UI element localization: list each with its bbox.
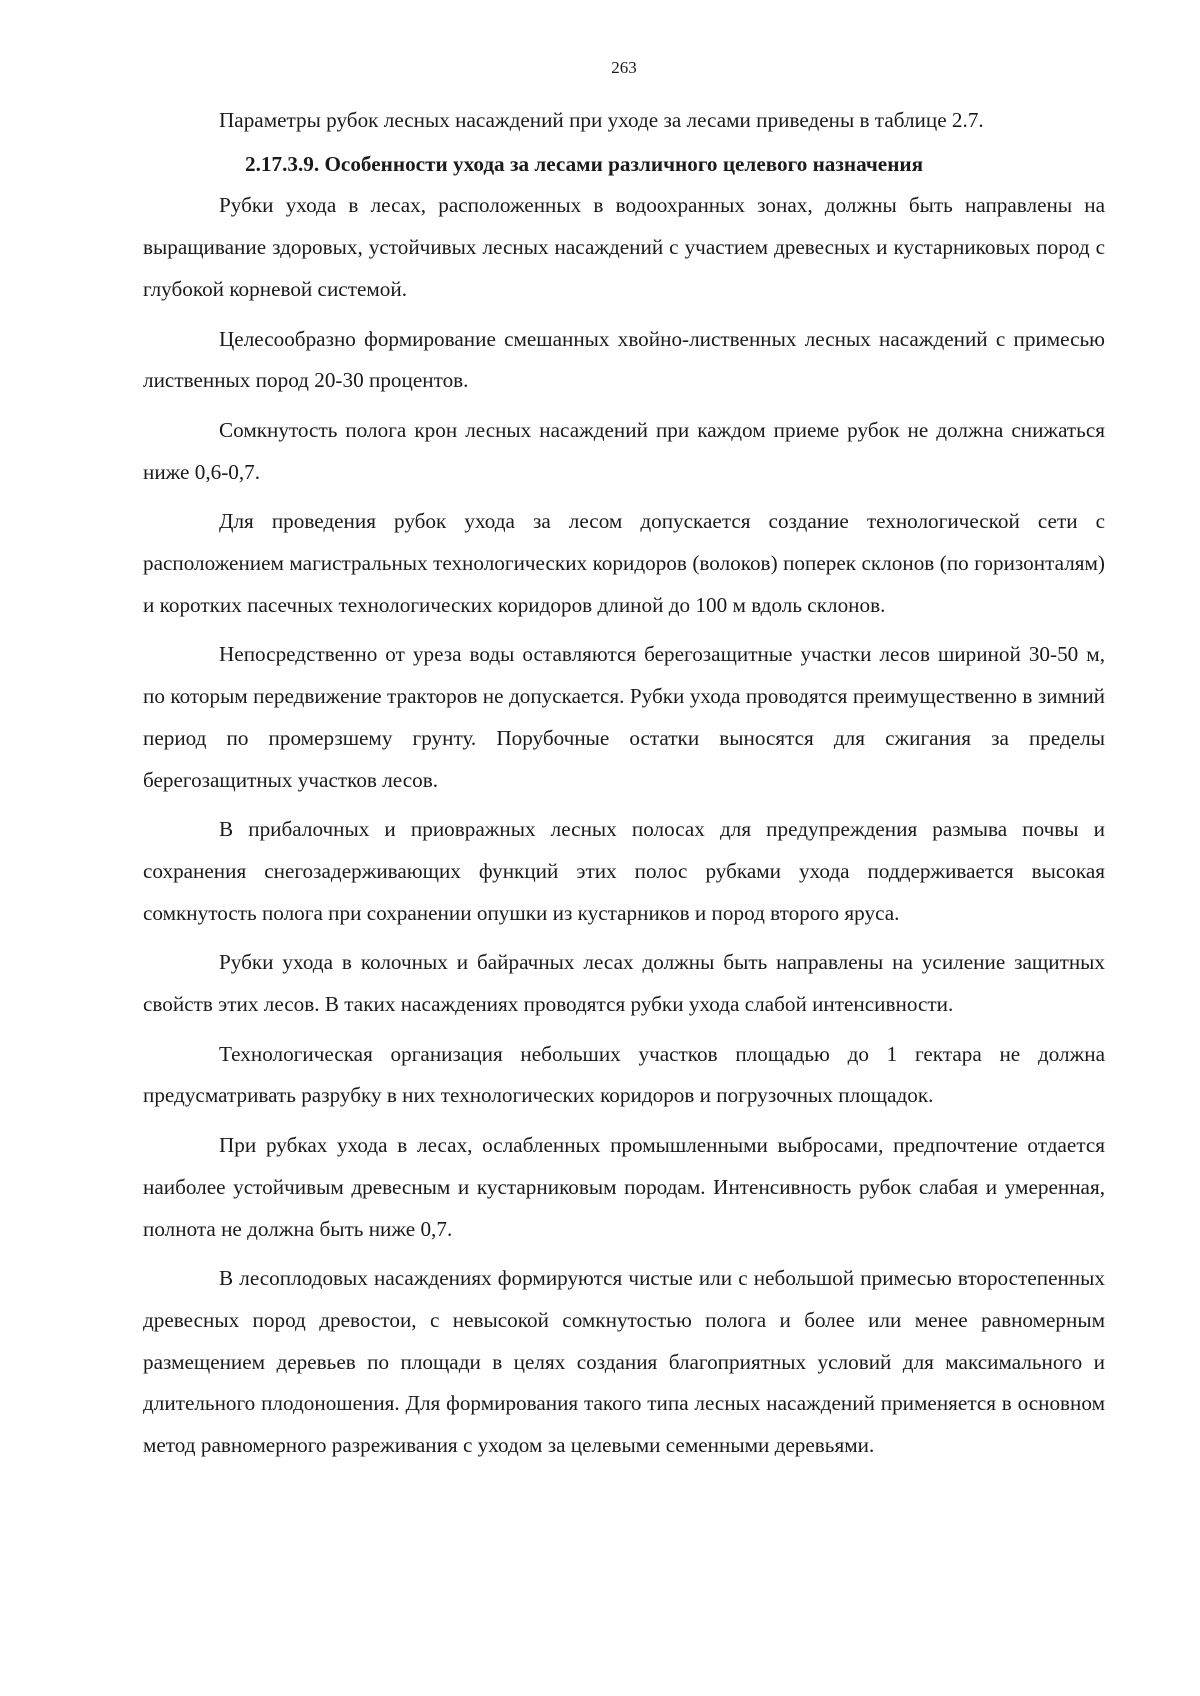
- paragraph: В лесоплодовых насаждениях формируются чистые или с небольшой примесью второстепенных древесных пород древостои, с невысокой сомкнутостью полога и более или менее равномерным размещением деревьев по площади в целях создания благоприятных условий для максимального и длительного плодоношения. Для формирования такого типа лесных насаждений применяется в основном метод равномерного разреживания с уходом за целевыми семенными деревьями.: [143, 1266, 1105, 1458]
- paragraph-gap: [143, 1250, 1105, 1258]
- intro-paragraph: Параметры рубок лесных насаждений при уходе за лесами приведены в таблице 2.7.: [219, 108, 984, 132]
- paragraph: Целесообразно формирование смешанных хвойно-лиственных лесных насаждений с примесью лиственных пород 20-30 процентов.: [143, 326, 1105, 393]
- paragraph: Рубки ухода в лесах, расположенных в водоохранных зонах, должны быть направлены на выращивание здоровых, устойчивых лесных насаждений с участием древесных и кустарниковых пород с глубокой корневой системой.: [143, 193, 1105, 301]
- paragraph: Сомкнутость полога крон лесных насаждений при каждом приеме рубок не должна снижаться ниже 0,6-0,7.: [143, 417, 1105, 484]
- paragraph-gap: [143, 801, 1105, 809]
- paragraph: Для проведения рубок ухода за лесом допускается создание технологической сети с расположением магистральных технологических коридоров (волоков) поперек склонов (по горизонталям) и коротких пасечных технологических коридоров длиной до 100 м вдоль склонов.: [143, 509, 1105, 617]
- paragraph: Технологическая организация небольших участков площадью до 1 гектара не должна предусматривать разрубку в них технологических коридоров и погрузочных площадок.: [143, 1041, 1105, 1108]
- page-number: 263: [611, 58, 637, 77]
- paragraph: В прибалочных и приовражных лесных полосах для предупреждения размыва почвы и сохранения снегозадерживающих функций этих полос рубками ухода поддерживается высокая сомкнутость полога при сохранении опушки из кустарников и пород второго яруса.: [143, 817, 1105, 925]
- paragraph-gap: [143, 311, 1105, 319]
- paragraph: При рубках ухода в лесах, ослабленных промышленными выбросами, предпочтение отдается наиболее устойчивым древесным и кустарниковым породам. Интенсивность рубок слабая и умеренная, полнота не должна быть ниже 0,7.: [143, 1133, 1105, 1241]
- paragraph-gap: [143, 1117, 1105, 1125]
- paragraph-gap: [143, 493, 1105, 501]
- paragraph-gap: [143, 626, 1105, 634]
- paragraph-gap: [143, 402, 1105, 410]
- section-heading: 2.17.3.9. Особенности ухода за лесами различного целевого назначения: [245, 151, 924, 176]
- paragraph-gap: [143, 934, 1105, 942]
- paragraph: Непосредственно от уреза воды оставляются берегозащитные участки лесов шириной 30-50 м, по которым передвижение тракторов не допускается. Рубки ухода проводятся преимущественно в зимний период по промерзшему грунту. Порубочные остатки выносятся для сжигания за пределы берегозащитных участков лесов.: [143, 642, 1105, 792]
- paragraph: Рубки ухода в колочных и байрачных лесах должны быть направлены на усиление защитных свойств этих лесов. В таких насаждениях проводятся рубки ухода слабой интенсивности.: [143, 950, 1105, 1017]
- paragraph-gap: [143, 1026, 1105, 1034]
- body-text: [143, 100, 1105, 1467]
